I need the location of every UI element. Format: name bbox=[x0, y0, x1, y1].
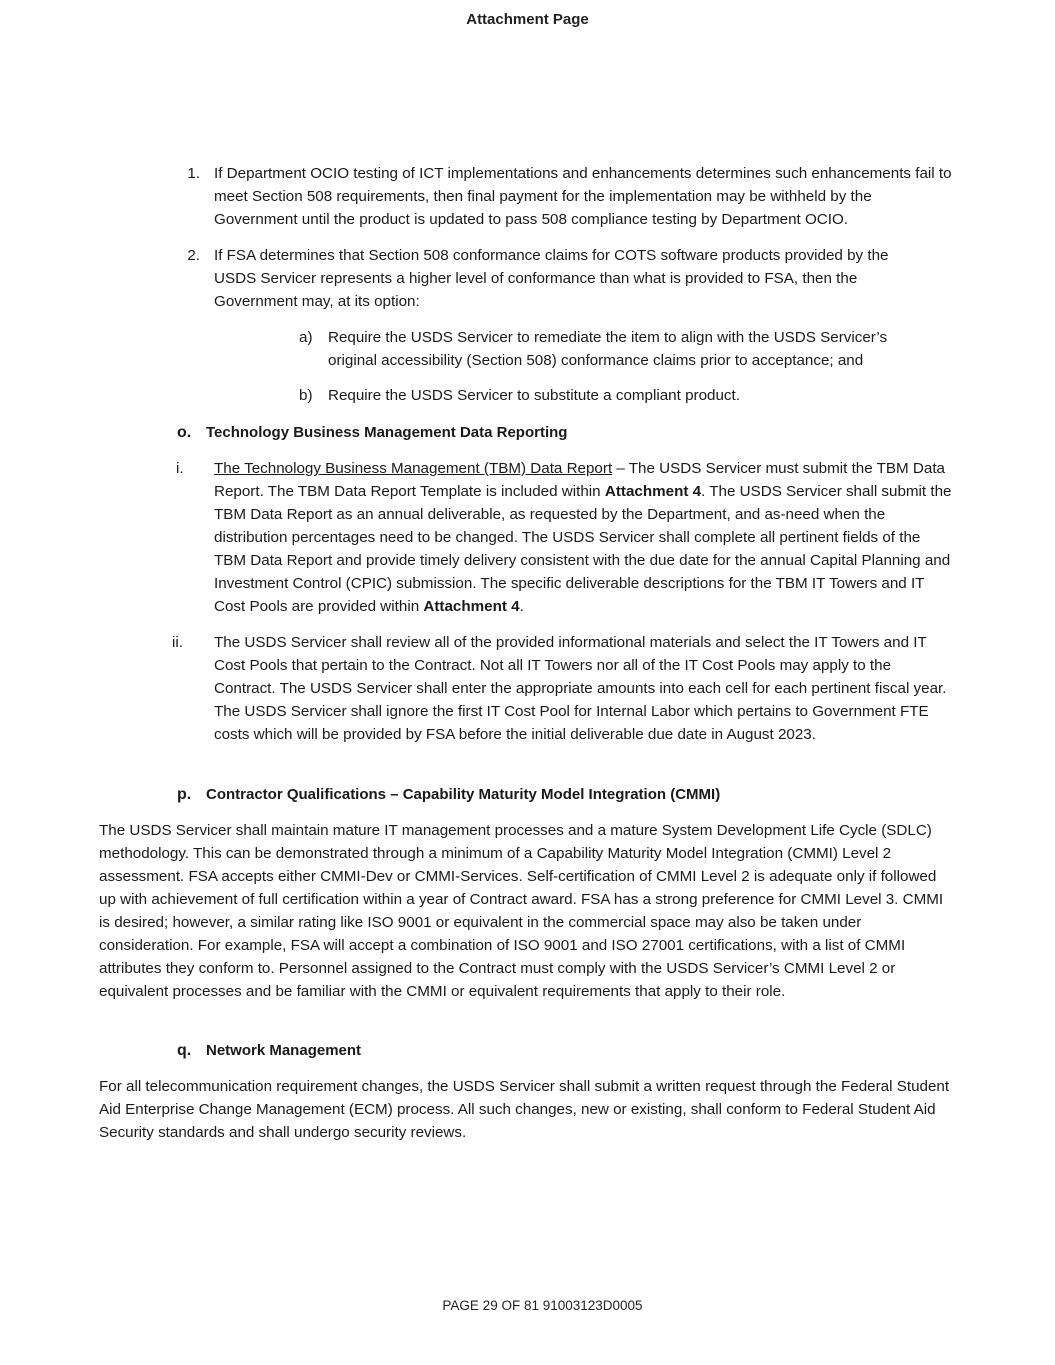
section-o-heading bbox=[177, 421, 877, 444]
list-number: 2. bbox=[187, 247, 200, 264]
sub-list-letter: a) bbox=[299, 329, 313, 346]
page-footer: PAGE 29 OF 81 91003123D0005 bbox=[442, 1298, 643, 1313]
section-title: Contractor Qualifications – Capability Maturity Model Integration (CMMI) bbox=[206, 786, 721, 803]
roman-number: ii. bbox=[172, 634, 183, 651]
roman-number: i. bbox=[176, 460, 184, 477]
sub-list-letter: b) bbox=[299, 387, 313, 404]
network-management-paragraph: For all telecommunication requirement changes, the USDS Servicer shall submit a written request through the Federal Student Aid Enterprise Change Management (ECM) process. All such changes, new or existing, shall conform to Federal Student Aid Security standards and shall undergo security reviews. bbox=[99, 1078, 950, 1141]
attachment-reference: Attachment 4 bbox=[604, 483, 702, 500]
attachment-reference: Attachment 4 bbox=[423, 598, 520, 615]
it-towers-paragraph: The USDS Servicer shall review all of the provided informational materials and select the IT Towers and IT Cost Pools that pertain to the Contract. Not all IT Towers nor all of the IT Cost Pools may apply to the Contract. The USDS Servicer shall enter the appropriate amounts into each cell for each pertinent fiscal year. The USDS Servicer shall ignore the first IT Cost Pool for Internal Labor which pertains to Government FTE costs which will be provided by FSA before the initial deliverable due date in August 2023. bbox=[214, 634, 947, 743]
tbm-data-report-paragraph: The Technology Business Management (TBM) Data Report – The USDS Servicer must submit the TBM Data Report. The TBM Data Report Template is included within Attachment 4. The USDS Servicer shall submit the TBM Data Report as an annual deliverable, as requested by the Department, and as-need when the distribution percentages need to be changed. The USDS Servicer shall complete all pertinent fields of the TBM Data Report and provide timely delivery consistent with the due date for the annual Capital Planning and Investment Control (CPIC) submission. The specific deliverable descriptions for the TBM IT Towers and IT Cost Pools are provided within Attachment 4. bbox=[214, 460, 952, 615]
page-header: Attachment Page bbox=[466, 11, 589, 28]
section-p-heading bbox=[177, 783, 877, 806]
sub-list-item-a-text: Require the USDS Servicer to remediate the item to align with the USDS Servicer’s original accessibility (Section 508) conformance claims prior to acceptance; and bbox=[328, 329, 888, 369]
sub-list-item-b-text: Require the USDS Servicer to substitute a compliant product. bbox=[328, 387, 740, 404]
tbm-data-report-title: The Technology Business Management (TBM) Data Report bbox=[214, 460, 613, 477]
cmmi-paragraph: The USDS Servicer shall maintain mature IT management processes and a mature System Development Life Cycle (SDLC) methodology. This can be demonstrated through a minimum of a Capability Maturity Model Integration (CMMI) Level 2 assessment. FSA accepts either CMMI-Dev or CMMI-Services. Self-certification of CMMI Level 2 is adequate only if followed up with achievement of full certification within a year of Contract award. FSA has a strong preference for CMMI Level 3. CMMI is desired; however, a similar rating like ISO 9001 or equivalent in the commercial space may also be taken under consideration. For example, FSA will accept a combination of ISO 9001 and ISO 27001 certifications, with a list of CMMI attributes they conform to. Personnel assigned to the Contract must comply with the USDS Servicer’s CMMI Level 2 or equivalent processes and be familiar with the CMMI or equivalent requirements that apply to their role. bbox=[99, 822, 944, 1000]
section-letter: p. bbox=[177, 786, 192, 803]
section-title: Network Management bbox=[206, 1042, 362, 1059]
list-item-2-text: If FSA determines that Section 508 conformance claims for COTS software products provided by the USDS Servicer represents a higher level of conformance than what is provided to FSA, then the Government may, at its option: bbox=[214, 247, 889, 310]
section-title: Technology Business Management Data Reporting bbox=[206, 424, 568, 441]
section-q-heading bbox=[177, 1039, 877, 1062]
list-number: 1. bbox=[187, 165, 200, 182]
section-letter: o. bbox=[177, 424, 192, 441]
section-letter: q. bbox=[177, 1042, 192, 1059]
list-item-1-text: If Department OCIO testing of ICT implementations and enhancements determines such enhancements fail to meet Section 508 requirements, then final payment for the implementation may be withheld by the Government until the product is updated to pass 508 compliance testing by Department OCIO. bbox=[214, 165, 952, 228]
